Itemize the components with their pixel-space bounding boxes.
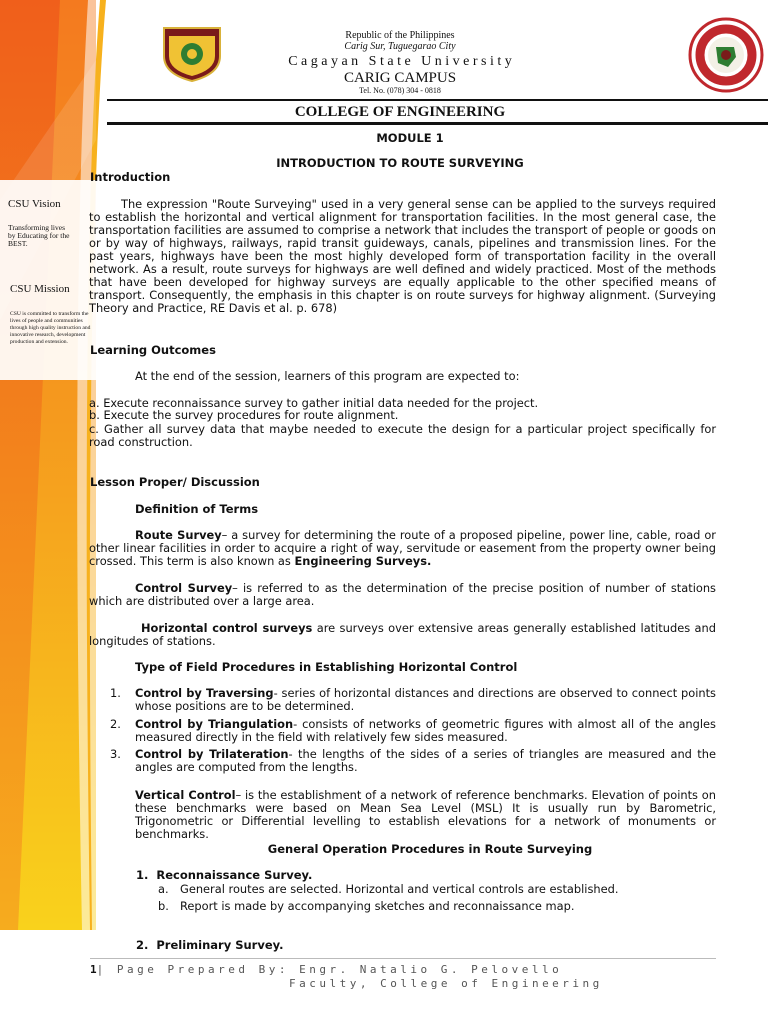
definitions-heading: Definition of Terms xyxy=(135,502,259,516)
field-item-1-term: Control by Traversing xyxy=(135,686,274,700)
field-item-1-text: - series of horizontal distances and directions are observed to connect points whose positions are to be determined. xyxy=(135,686,716,713)
mission-title: CSU Mission xyxy=(10,283,70,295)
intro-heading: Introduction xyxy=(90,170,171,184)
university-name: C a g a y a n S t a t e U n i v e r s i t y xyxy=(288,54,512,69)
university-seal-icon xyxy=(160,26,224,82)
outcomes-lead: At the end of the session, learners of this program are expected to: xyxy=(135,369,520,383)
vertical-term: Vertical Control xyxy=(135,788,236,802)
horizontal-term: Horizontal control surveys xyxy=(141,621,313,635)
footer-page-number: 1 xyxy=(90,963,97,976)
field-item-1-number: 1. xyxy=(110,686,121,700)
header-rule-top xyxy=(107,99,768,101)
field-item-2-number: 2. xyxy=(110,717,121,731)
field-item-3-number: 3. xyxy=(110,747,121,761)
field-item-2 xyxy=(110,718,716,744)
outcome-item-c: c. Gather all survey data that maybe needed to execute the design for a particular project specifically for road construction. xyxy=(89,422,716,449)
footer-prepared: | Page Prepared By: Engr. Natalio G. Pelovello xyxy=(96,963,563,976)
vision-text: Transforming lives by Educating for the BEST. xyxy=(8,223,70,248)
recon-item-b-text: Report is made by accompanying sketches and reconnaissance map. xyxy=(180,899,575,913)
route-survey-text: – a survey for determining the route of a proposed pipeline, power line, cable, road or other linear facilities in order to acquire a right of way, servitude or easement from the property owner being crossed. This term is also known as xyxy=(89,528,716,568)
telephone-line: Tel. No. (078) 304 - 0818 xyxy=(359,86,441,95)
vertical-text: – is the establishment of a network of reference benchmarks. Elevation of points on these benchmarks were based on Mean Sea Level (MSL) It is usually run by Barometric, Trigonometric or Differential levelling to establish elevations for a network of monuments or benchmarks. xyxy=(135,788,716,841)
horizontal-control-definition xyxy=(89,622,716,648)
recon-item-a-text: General routes are selected. Horizontal and vertical controls are established. xyxy=(180,882,619,896)
field-procedures-heading: Type of Field Procedures in Establishing Horizontal Control xyxy=(135,660,518,674)
college-seal-icon xyxy=(688,17,764,93)
footer-line-1 xyxy=(90,963,562,976)
campus-name: CARIG CAMPUS xyxy=(343,70,457,86)
intro-paragraph xyxy=(89,198,716,315)
field-item-3 xyxy=(110,748,716,774)
field-item-2-term: Control by Triangulation xyxy=(135,717,294,731)
route-survey-alias: Engineering Surveys. xyxy=(294,554,432,568)
outcome-item-a: a. Execute reconnaissance survey to gather initial data needed for the project. xyxy=(89,396,539,410)
route-survey-term: Route Survey xyxy=(135,528,222,542)
decorative-side-band xyxy=(0,0,110,930)
college-name: COLLEGE OF ENGINEERING xyxy=(294,104,506,120)
vertical-control-definition xyxy=(135,789,716,841)
module-title: INTRODUCTION TO ROUTE SURVEYING xyxy=(276,156,524,170)
republic-line: Republic of the Philippines xyxy=(345,30,455,41)
preliminary-title: 2. Preliminary Survey. xyxy=(136,938,284,952)
footer-rule xyxy=(90,958,716,959)
module-label: MODULE 1 xyxy=(376,131,444,145)
control-survey-definition xyxy=(89,582,716,608)
header-rule-bottom xyxy=(107,122,768,125)
mission-text: CSU is committed to transform the lives of people and communities through high quality instruction and innovative research, development production and extension. xyxy=(10,311,91,345)
field-item-2-text: - consists of networks of geometric figures with almost all of the angles measured directly in the field with relatively few sides measured. xyxy=(135,717,716,744)
field-item-3-term: Control by Trilateration xyxy=(135,747,289,761)
field-item-3-text: - the lengths of the sides of a series of triangles are measured and the angles are computed from the lengths. xyxy=(135,747,716,774)
vision-title: CSU Vision xyxy=(8,198,61,210)
recon-item-b-label: b. xyxy=(158,899,169,913)
route-survey-definition xyxy=(89,529,716,568)
footer-faculty: Faculty, College of Engineering xyxy=(289,977,603,990)
reconnaissance-title: 1. Reconnaissance Survey. xyxy=(136,868,313,882)
field-item-1 xyxy=(110,687,716,713)
general-procedures-heading: General Operation Procedures in Route Surveying xyxy=(267,842,593,856)
recon-item-a xyxy=(158,883,619,896)
control-survey-text: – is referred to as the determination of the precise position of number of stations which are distributed over a large area. xyxy=(89,581,716,608)
lesson-heading: Lesson Proper/ Discussion xyxy=(90,475,260,489)
address-line: Carig Sur, Tuguegarao City xyxy=(344,41,456,52)
outcome-item-b: b. Execute the survey procedures for route alignment. xyxy=(89,408,399,422)
recon-item-a-label: a. xyxy=(158,882,169,896)
horizontal-text: are surveys over extensive areas generally established latitudes and longitudes of stations. xyxy=(89,621,716,648)
intro-text: The expression "Route Surveying" used in a very general sense can be applied to the surveys required to establish the horizontal and vertical alignment for transportation facilities. In the most general case, the transportation facilities are assumed to comprise a network that includes the transport of people or goods on or by way of highways, railways, rapid transit guideways, canals, pipelines and transmission lines. For the past years, highways have been the most highly developed form of transportation facility in the overall network. As a result, route surveys for highways are well defined and widely practiced. Most of the methods that have been developed for highway surveys are equally applicable to the other specified means of transport. Consequently, the emphasis in this chapter is on route surveys for highway alignment. (Surveying Theory and Practice, RE Davis et al. p. 678) xyxy=(89,197,716,315)
outcomes-heading: Learning Outcomes xyxy=(90,343,216,357)
recon-item-b xyxy=(158,900,574,913)
control-survey-term: Control Survey xyxy=(135,581,233,595)
